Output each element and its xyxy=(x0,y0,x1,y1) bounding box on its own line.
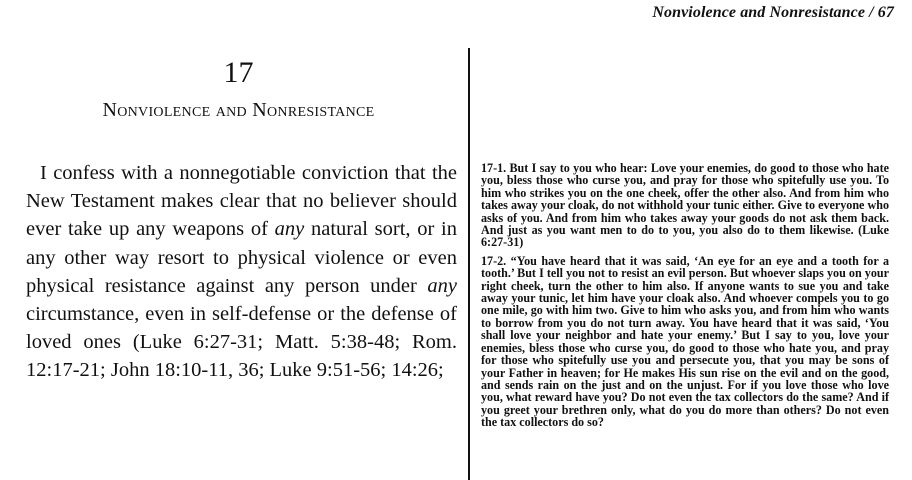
body-paragraph xyxy=(26,159,457,385)
body-text-1: I confess with a nonnegotiable conviction that the New Testament makes clear that no believer should ever take up any weapons of xyxy=(26,162,457,241)
body-emphasis-1: any xyxy=(274,218,305,241)
page-number: 67 xyxy=(877,4,894,21)
body-text-3: circumstance, even in self-defense or the defense of loved ones (Luke 6:27-31; Matt. 5:38-48; Rom. 12:17-21; John 18:10-11, 36; Luke 9:51-56; 14:26; xyxy=(26,303,457,382)
running-head xyxy=(652,4,894,22)
running-title: Nonviolence and Nonresistance xyxy=(652,4,866,21)
chapter-title: Nonviolence and Nonresistance xyxy=(102,99,375,121)
scripture-passage-17-1: 17-1. But I say to you who hear: Love your enemies, do good to those who hate you, bless those who curse you, and pray for those who spitefully use you. To him who strikes you on the one cheek, offer the other also. And from him who takes away your cloak, do not withhold your tunic either. Give to everyone who asks of you. And from him who takes away your goods do not ask them back. And just as you want men to do to you, you also do to them likewise. (Luke 6:27-31) xyxy=(481,161,889,250)
scripture-column xyxy=(481,162,889,435)
body-emphasis-2: any xyxy=(427,274,457,297)
chapter-number: 17 xyxy=(223,56,254,89)
body-text-2: natural sort, or in any other way resort to physical violence or even physical resistance against any person under xyxy=(26,218,457,297)
scripture-passage-17-2: 17-2. “You have heard that it was said, ‘An eye for an eye and a tooth for a tooth.’ But I tell you not to resist an evil person. But whoever slaps you on your right cheek, turn the other to him also. If anyone wants to sue you and take away your tunic, let him have your cloak also. And whoever compels you to go one mile, go with him two. Give to him who asks you, and from him who wants to borrow from you do not turn away. You have heard that it was said, ‘You shall love your neighbor and hate your enemy.’ But I say to you, love your enemies, bless those who curse you, do good to those who hate you, and pray for those who spitefully use you and persecute you, that you may be sons of your Father in heaven; for He makes His sun rise on the evil and on the good, and sends rain on the just and on the unjust. For if you love those who love you, what reward have you? Do not even the tax collectors do the same? And if you greet your brethren only, what do you do more than others? Do not even the tax collectors do so? xyxy=(481,253,889,430)
title-separator: / xyxy=(869,4,874,21)
